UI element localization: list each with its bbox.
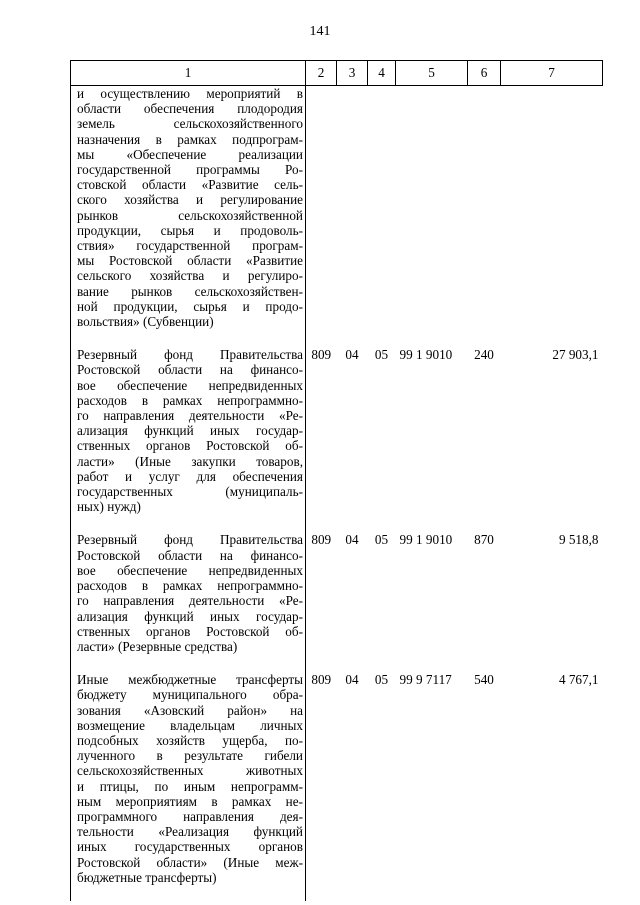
header-col-3: 3	[337, 61, 368, 86]
ministry-code: 809	[311, 532, 332, 548]
description-line: ского хозяйства и регулирование	[77, 192, 303, 208]
description-line: возмещение владельцам личных	[77, 717, 303, 733]
description-line: стовской области «Развитие сель-	[77, 177, 303, 193]
description-line: ным мероприятиям в рамках не-	[77, 793, 303, 809]
description-line: бюджетные трансферты)	[77, 869, 217, 885]
header-col-4: 4	[368, 61, 396, 86]
table-body	[71, 86, 603, 901]
description-line: государственной программы Ро-	[77, 162, 303, 178]
table-row	[71, 670, 603, 901]
description-line: зования «Азовский район» на	[77, 702, 303, 718]
description-line: ной продукции, сырья и продо-	[77, 298, 303, 314]
page-number: 141	[309, 24, 331, 39]
description-line: ализация функций иных государ-	[77, 423, 303, 439]
header-col-1: 1	[71, 61, 306, 86]
row-description	[71, 345, 306, 530]
target-article-code: 99 9 7117	[399, 672, 452, 688]
description-line: вольствия» (Субвенции)	[77, 314, 214, 330]
description-line: работ и услуг для обеспечения	[77, 468, 303, 484]
description-line: иных государственных органов	[77, 839, 303, 855]
description-line: продукции, сырья и продоволь-	[77, 222, 303, 238]
description-line: Ростовской области на финансо-	[77, 362, 303, 378]
description-line: сельскохозяйственных животных	[77, 763, 303, 779]
amount-value	[501, 86, 603, 346]
amount-value: 4 767,1	[558, 672, 599, 688]
description-line: области обеспечения плодородия	[77, 101, 303, 117]
header-col-6: 6	[468, 61, 501, 86]
table-header-row	[71, 61, 603, 86]
amount-value: 9 518,8	[558, 532, 599, 548]
description-line: Резервный фонд Правительства	[77, 347, 303, 363]
description-line: Иные межбюджетные трансферты	[77, 672, 303, 688]
expense-type-code: 240	[474, 347, 494, 363]
target-article-code: 99 1 9010	[399, 347, 453, 363]
description-line: бюджету муниципального обра-	[77, 687, 303, 703]
description-line: назначения в рамках подпрограм-	[77, 131, 303, 147]
target-article-code	[396, 86, 468, 346]
expense-type-code	[468, 86, 501, 346]
description-line: государственных (муниципаль-	[77, 484, 303, 500]
description-line: ализация функций иных государ-	[77, 608, 303, 624]
header-col-5: 5	[396, 61, 468, 86]
description-line: и птицы, по иным непрограмм-	[77, 778, 303, 794]
description-line: программного направления дея-	[77, 808, 303, 824]
description-line: рынков сельскохозяйственной	[77, 207, 303, 223]
row-description	[71, 670, 306, 901]
row-description	[71, 86, 306, 346]
description-line: мы Ростовской области «Развитие	[77, 253, 303, 269]
header-col-7: 7	[501, 61, 603, 86]
description-line: Резервный фонд Правительства	[77, 532, 303, 548]
section-code: 04	[345, 672, 359, 688]
subsection-code	[368, 86, 396, 346]
table-row	[71, 86, 603, 346]
expense-type-code: 870	[474, 532, 494, 548]
description-line: сельского хозяйства и регулиро-	[77, 268, 303, 284]
row-description	[71, 530, 306, 670]
description-line: вое обеспечение непредвиденных	[77, 562, 303, 578]
section-code: 04	[345, 532, 359, 548]
subsection-code: 05	[374, 347, 389, 363]
table-row	[71, 530, 603, 670]
description-line: го направления деятельности «Ре-	[77, 593, 303, 609]
subsection-code: 05	[374, 672, 389, 688]
target-article-code: 99 1 9010	[399, 532, 453, 548]
description-line: ственных органов Ростовской об-	[77, 438, 303, 454]
description-line: вое обеспечение непредвиденных	[77, 377, 303, 393]
description-line: тельности «Реализация функций	[77, 824, 303, 840]
description-line: лученного в результате гибели	[77, 748, 303, 764]
header-col-2: 2	[306, 61, 337, 86]
description-line: ных) нужд)	[77, 499, 141, 515]
description-line: подсобных хозяйств ущерба, по-	[77, 732, 303, 748]
section-code: 04	[345, 347, 359, 363]
budget-table	[70, 60, 603, 901]
description-line: Ростовской области» (Иные меж-	[77, 854, 303, 870]
section-code	[337, 86, 368, 346]
description-line: Ростовской области на финансо-	[77, 547, 303, 563]
description-line: мы «Обеспечение реализации	[77, 146, 303, 162]
description-line: го направления деятельности «Ре-	[77, 408, 303, 424]
ministry-code	[306, 86, 337, 346]
ministry-code: 809	[311, 672, 332, 688]
amount-value: 27 903,1	[552, 347, 599, 363]
description-line: и осуществлению мероприятий в	[77, 86, 303, 101]
description-line: вание рынков сельскохозяйствен-	[77, 283, 303, 299]
description-line: ласти» (Резервные средства)	[77, 638, 238, 654]
description-line: расходов в рамках непрограммно-	[77, 578, 303, 594]
description-line: ствия» государственной програм-	[77, 238, 303, 254]
table-row	[71, 345, 603, 530]
description-line: расходов в рамках непрограммно-	[77, 392, 303, 408]
subsection-code: 05	[374, 532, 389, 548]
ministry-code: 809	[311, 347, 332, 363]
description-line: земель сельскохозяйственного	[77, 116, 303, 132]
description-line: ласти» (Иные закупки товаров,	[77, 453, 303, 469]
expense-type-code: 540	[474, 672, 494, 688]
description-line: ственных органов Ростовской об-	[77, 623, 303, 639]
